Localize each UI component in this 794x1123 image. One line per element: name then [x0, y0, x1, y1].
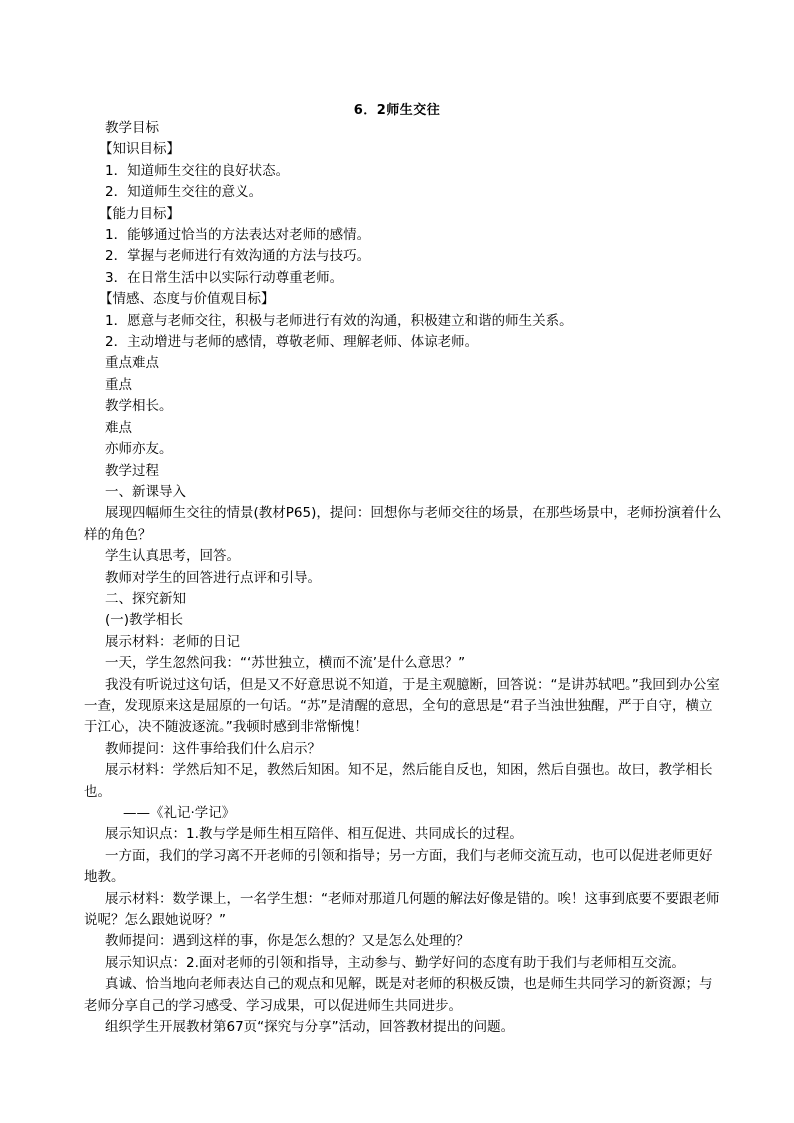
paragraph: 2．掌握与老师进行有效沟通的方法与技巧。	[105, 248, 371, 265]
paragraph: 二、探究新知	[105, 590, 186, 607]
paragraph: 2．知道师生交往的意义。	[105, 184, 263, 201]
document-body	[84, 118, 724, 1038]
paragraph: 真诚、恰当地向老师表达自己的观点和见解，既是对老师的积极反馈，也是师生共同学习的新资源；与老师分享自己的学习感受、学习成果，可以促进师生共同进步。	[84, 976, 713, 1014]
paragraph: 2．主动增进与老师的感情，尊敬老师、理解老师、体谅老师。	[105, 334, 479, 351]
paragraph: 教师提问：遇到这样的事，你是怎么想的？又是怎么处理的？	[105, 933, 470, 950]
paragraph: 1．愿意与老师交往，积极与老师进行有效的沟通，积极建立和谐的师生关系。	[105, 312, 573, 329]
paragraph: 重点	[105, 376, 132, 393]
paragraph: 展现四幅师生交往的情景(教材P65)，提问：回想你与老师交往的场景，在那些场景中，老师扮演着什么样的角色？	[84, 505, 722, 543]
paragraph: ——《礼记·学记》	[123, 805, 236, 821]
paragraph: 一方面，我们的学习离不开老师的引领和指导；另一方面，我们与老师交流互动，也可以促进老师更好地教。	[84, 847, 713, 886]
paragraph: 【知识目标】	[99, 141, 180, 158]
paragraph: 我没有听说过这句话，但是又不好意思说不知道，于是主观臆断，回答说：“是讲苏轼吧。”我回到办公室一查，发现原来这是屈原的一句话。“苏”是清醒的意思，全句的意思是“君子当浊世独醒，严于自守，横立于江心，决不随波逐流。”我顿时感到非常惭愧！	[84, 676, 720, 736]
paragraph: 一、新课导入	[105, 483, 186, 500]
paragraph: 【情感、态度与价值观目标】	[99, 291, 275, 308]
page-title: 6．2师生交往	[353, 103, 441, 118]
paragraph: 教学相长。	[105, 398, 173, 415]
paragraph: 展示材料：老师的日记	[105, 633, 240, 650]
paragraph: 展示材料：数学课上，一名学生想：“老师对那道几何题的解法好像是错的。唉！这事到底要不要跟老师说呢？怎么跟她说呀？”	[84, 890, 720, 929]
paragraph: 1．能够通过恰当的方法表达对老师的感情。	[105, 227, 371, 244]
paragraph: 组织学生开展教材第67页“探究与分享”活动，回答教材提出的问题。	[105, 1019, 515, 1036]
paragraph: 3．在日常生活中以实际行动尊重老师。	[105, 269, 344, 286]
paragraph: 难点	[105, 419, 132, 436]
paragraph: 展示知识点：1.教与学是师生相互陪伴、相互促进、共同成长的过程。	[105, 826, 523, 843]
paragraph: (一)教学相长	[105, 612, 184, 629]
paragraph: 亦师亦友。	[105, 441, 173, 458]
paragraph: 展示材料：学然后知不足，教然后知困。知不足，然后能自反也，知困，然后自强也。故曰，教学相长也。	[84, 762, 713, 800]
paragraph: 教师对学生的回答进行点评和引导。	[105, 569, 321, 586]
paragraph: 教学过程	[105, 462, 159, 479]
paragraph: 教学目标	[105, 120, 159, 136]
paragraph: 重点难点	[105, 355, 159, 372]
paragraph: 教师提问：这件事给我们什么启示？	[105, 740, 321, 757]
paragraph: 1．知道师生交往的良好状态。	[105, 162, 290, 179]
paragraph: 【能力目标】	[99, 205, 180, 222]
paragraph: 展示知识点：2.面对老师的引领和指导，主动参与、勤学好问的态度有助于我们与老师相互交流。	[105, 954, 685, 971]
paragraph: 学生认真思考，回答。	[105, 548, 240, 565]
paragraph: 一天，学生忽然问我：“‘苏世独立，横而不流’是什么意思？”	[105, 655, 466, 672]
